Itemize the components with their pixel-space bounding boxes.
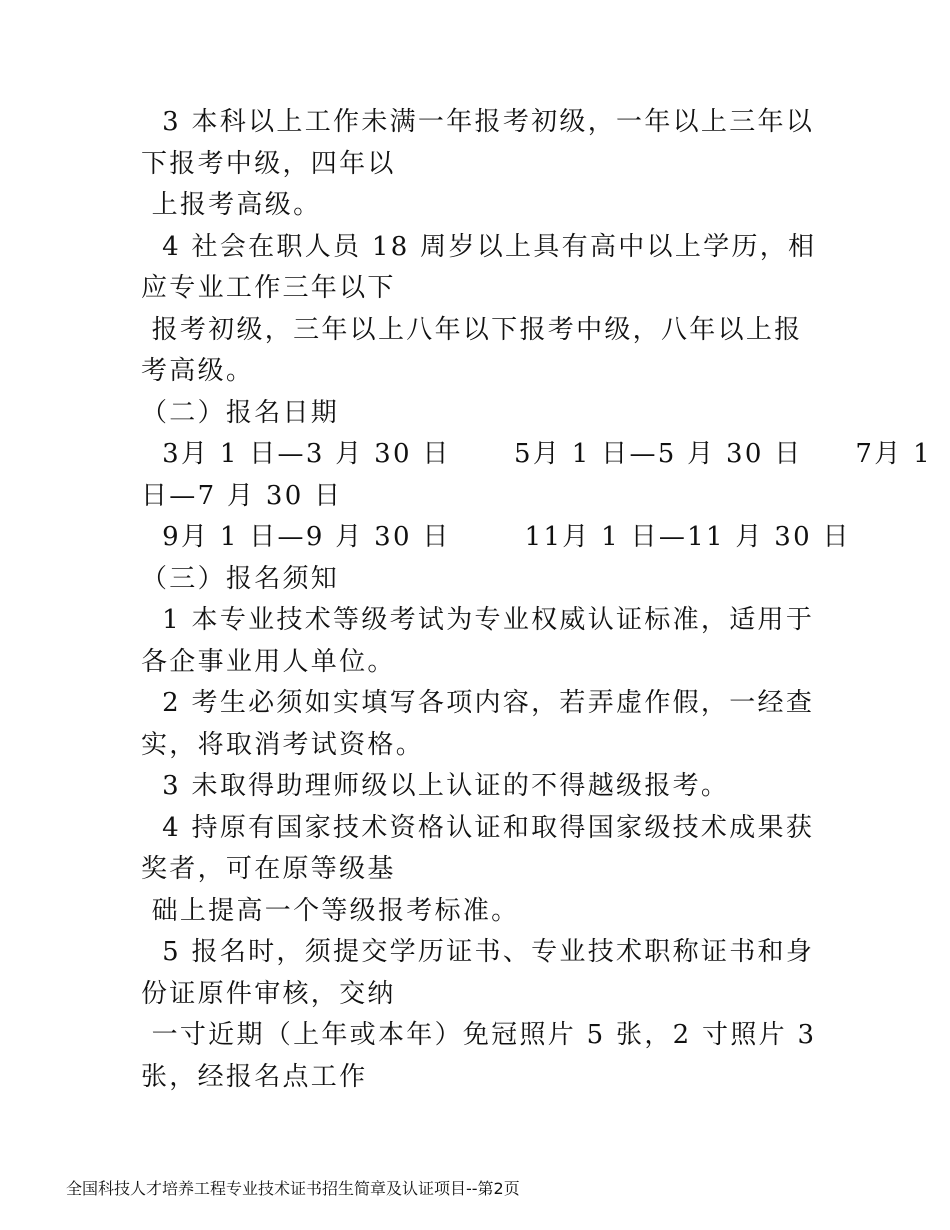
text-line: 3 未取得助理师级以上认证的不得越级报考。 xyxy=(141,771,730,801)
text-line: 9月 1 日—9 月 30 日 11月 1 日—11 月 30 日 xyxy=(141,522,851,552)
text-line: 3 本科以上工作未满一年报考初级，一年以上三年以 xyxy=(141,107,815,137)
document-body xyxy=(141,102,932,1098)
text-line: 奖者，可在原等级基 xyxy=(141,854,396,884)
text-line: 考高级。 xyxy=(141,356,255,386)
text-line: 日—7 月 30 日 xyxy=(141,480,343,511)
text-line: 下报考中级，四年以 xyxy=(141,148,396,179)
text-line: 4 社会在职人员 18 周岁以上具有高中以上学历，相 xyxy=(141,231,817,262)
section-heading: （三）报名须知 xyxy=(141,563,340,594)
section-heading: （二）报名日期 xyxy=(141,397,340,428)
text-line: 份证原件审核，交纳 xyxy=(141,978,396,1009)
text-line: 4 持原有国家技术资格认证和取得国家级技术成果获 xyxy=(141,812,815,843)
text-line: 2 考生必须如实填写各项内容，若弄虚作假，一经查 xyxy=(141,688,815,718)
text-line: 一寸近期（上年或本年）免冠照片 5 张，2 寸照片 3 xyxy=(141,1020,817,1050)
text-line: 各企事业用人单位。 xyxy=(141,646,396,677)
text-line: 5 报名时，须提交学历证书、专业技术职称证书和身 xyxy=(141,937,815,967)
text-line: 上报考高级。 xyxy=(141,190,322,220)
page-footer: 全国科技人才培养工程专业技术证书招生简章及认证项目--第2页 xyxy=(66,1179,520,1198)
text-line: 1 本专业技术等级考试为专业权威认证标准，适用于 xyxy=(141,605,815,635)
text-line: 实，将取消考试资格。 xyxy=(141,729,425,760)
text-line: 报考初级，三年以上八年以下报考中级，八年以上报 xyxy=(141,314,803,345)
text-line: 张，经报名点工作 xyxy=(141,1061,368,1092)
text-line: 础上提高一个等级报考标准。 xyxy=(141,895,520,926)
text-line: 3月 1 日—3 月 30 日 5月 1 日—5 月 30 日 7月 1 xyxy=(141,439,932,469)
text-line: 应专业工作三年以下 xyxy=(141,273,396,303)
